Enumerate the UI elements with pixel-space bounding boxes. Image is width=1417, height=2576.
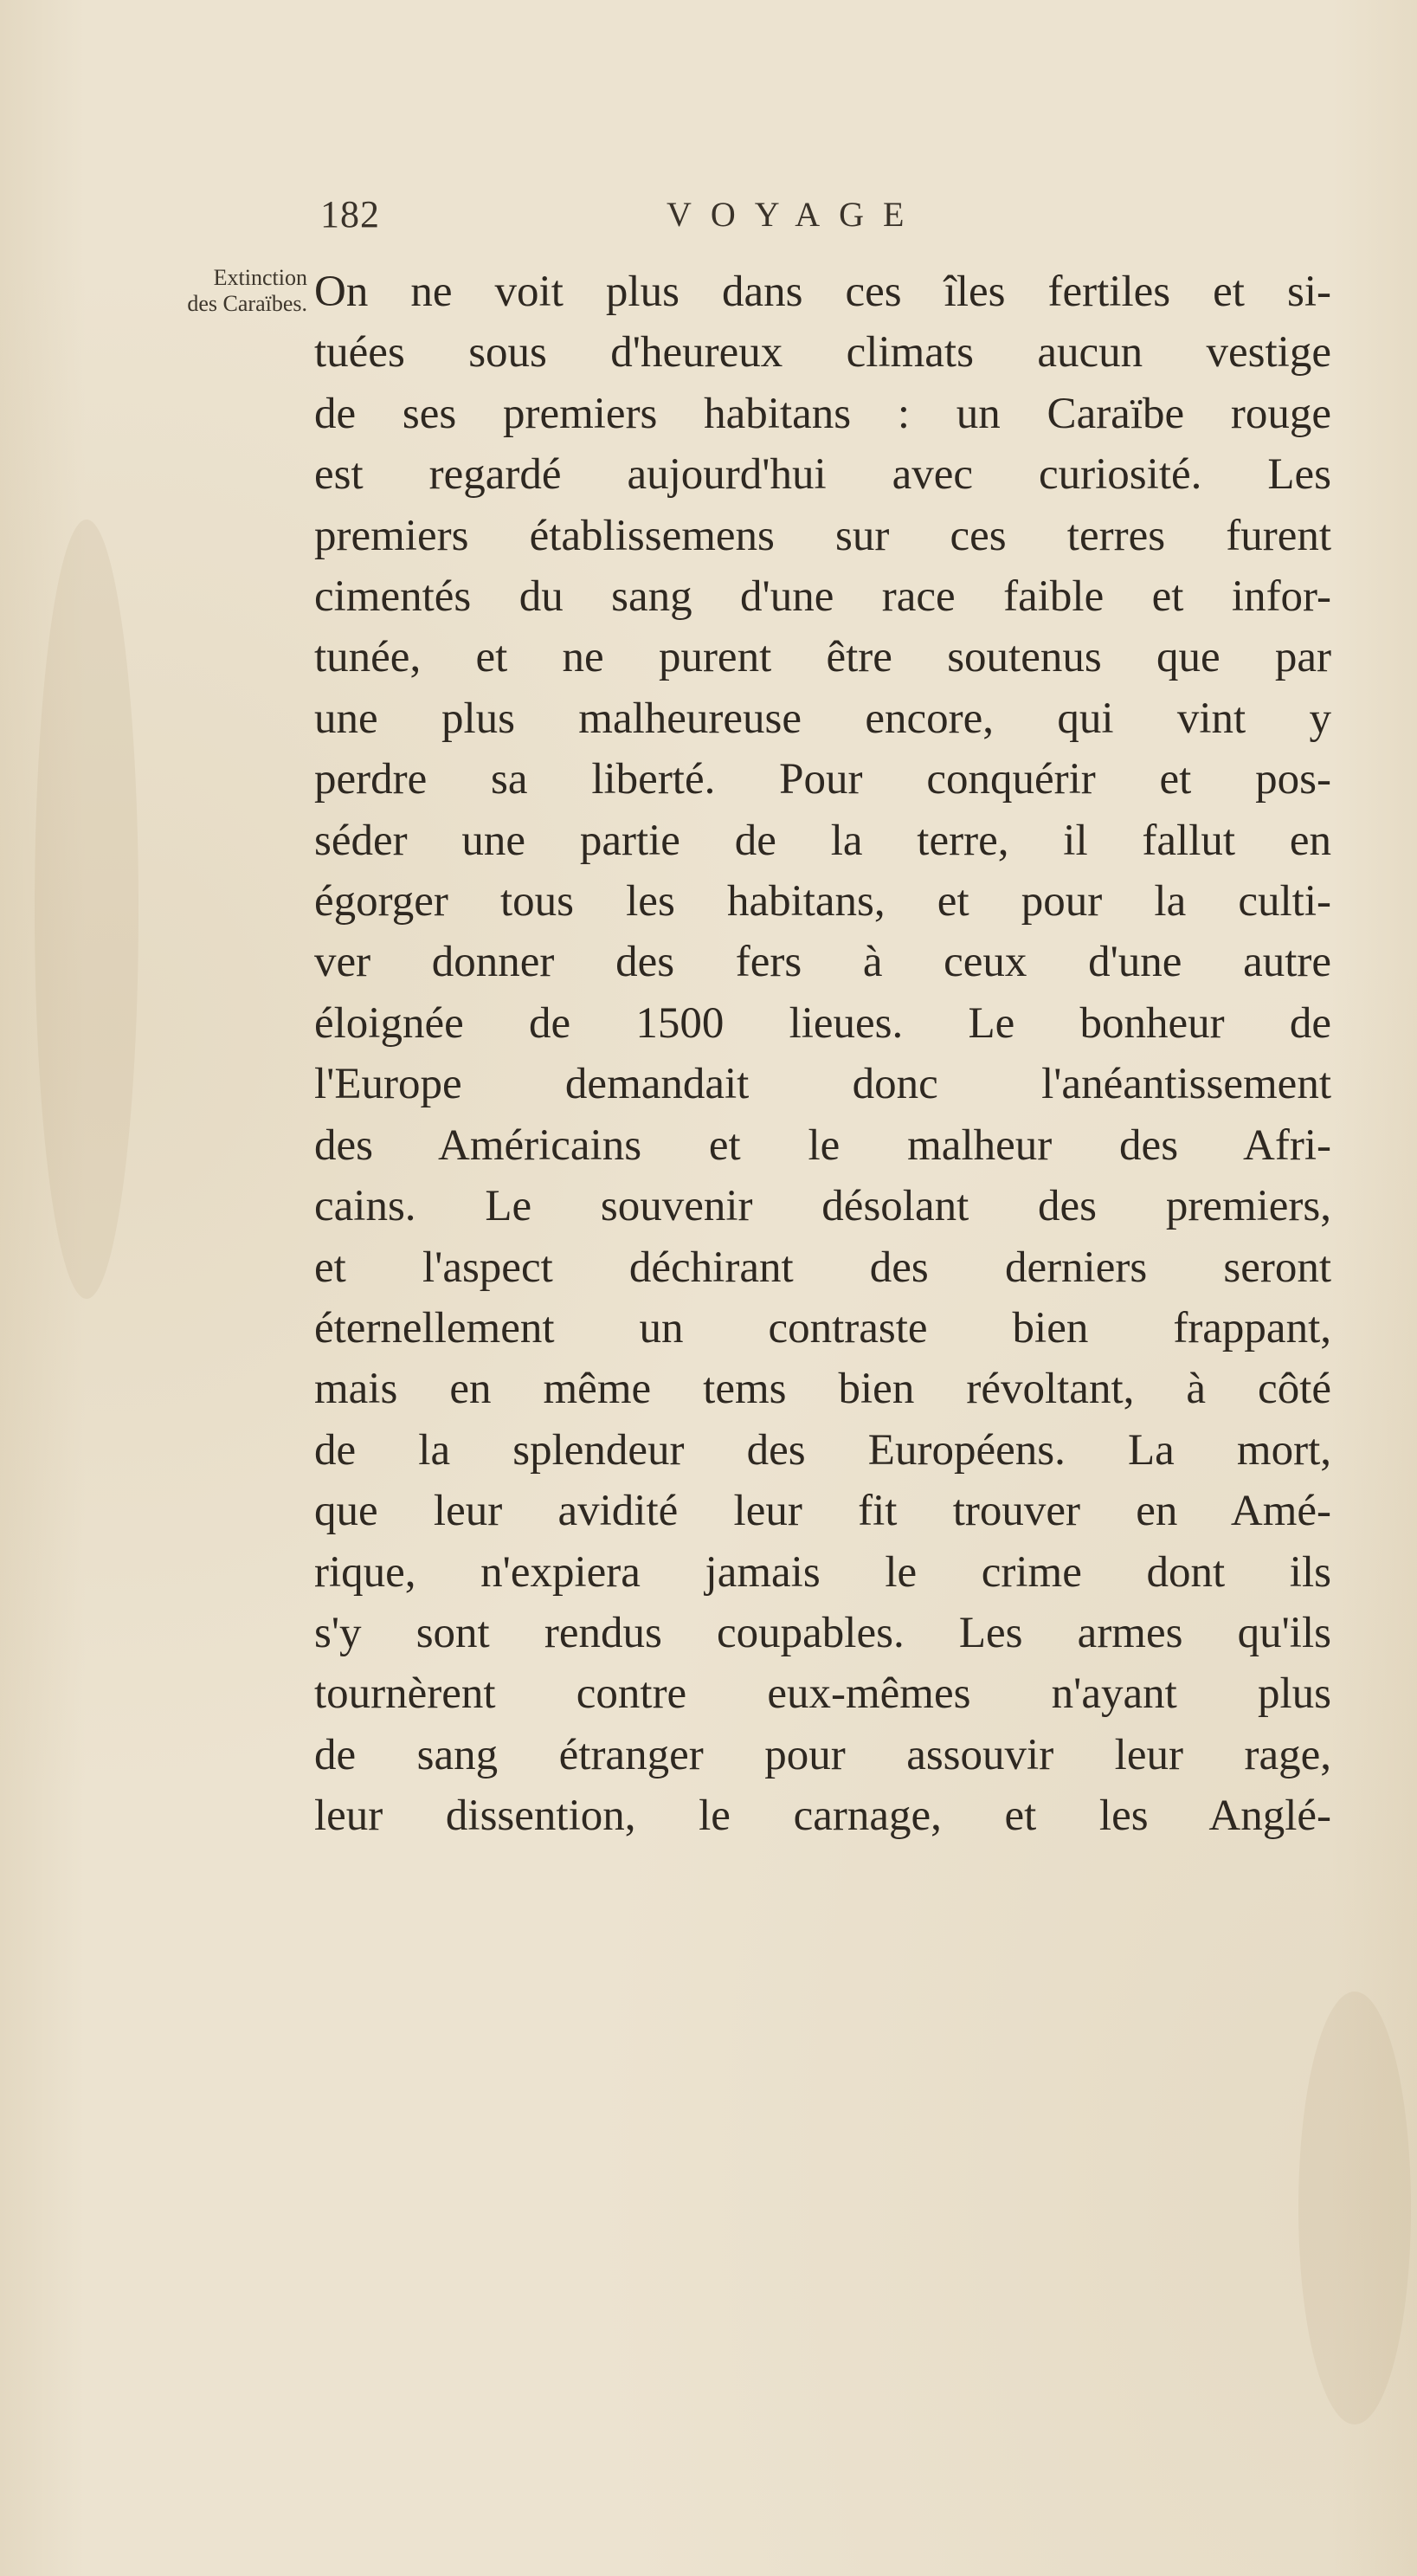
text-line: tuées sous d'heureux climats aucun vestige: [314, 328, 1331, 378]
text-line: premiers établissemens sur ces terres furent: [314, 511, 1331, 560]
text-line: tunée, et ne purent être soutenus que par: [314, 633, 1331, 682]
text-line: mais en même tems bien révoltant, à côté: [314, 1365, 1331, 1414]
text-line: égorger tous les habitans, et pour la culti-: [314, 877, 1331, 926]
text-line: de sang étranger pour assouvir leur rage,: [314, 1730, 1331, 1779]
text-line: On ne voit plus dans ces îles fertiles et si-: [314, 268, 1331, 316]
text-line: rique, n'expiera jamais le crime dont ils: [314, 1547, 1331, 1597]
text-line: tournèrent contre eux-mêmes n'ayant plus: [314, 1669, 1331, 1719]
text-line: et l'aspect déchirant des derniers seront: [314, 1243, 1331, 1292]
running-head: VOYAGE: [667, 195, 924, 234]
text-line: ver donner des fers à ceux d'une autre: [314, 938, 1331, 987]
text-line: cains. Le souvenir désolant des premiers,: [314, 1182, 1331, 1231]
text-line: perdre sa liberté. Pour conquérir et pos-: [314, 755, 1331, 804]
text-line: éternellement un contraste bien frappant,: [314, 1303, 1331, 1353]
body-text: [314, 261, 1331, 1847]
margin-note-line: Extinction: [213, 265, 307, 290]
text-line: que leur avidité leur fit trouver en Amé-: [314, 1487, 1331, 1536]
page-number: 182: [320, 193, 380, 236]
paper-stain: [35, 520, 138, 1299]
text-line: de la splendeur des Européens. La mort,: [314, 1425, 1331, 1475]
text-line: éloignée de 1500 lieues. Le bonheur de: [314, 998, 1331, 1048]
paper-stain: [1298, 1992, 1411, 2424]
text-line: séder une partie de la terre, il fallut en: [314, 816, 1331, 865]
text-line: est regardé aujourd'hui avec curiosité. Les: [314, 450, 1331, 500]
text-line: cimentés du sang d'une race faible et infor-: [314, 572, 1331, 622]
text-line: l'Europe demandait donc l'anéantissement: [314, 1060, 1331, 1109]
text-line: des Américains et le malheur des Afri-: [314, 1120, 1331, 1170]
margin-note: [130, 265, 307, 317]
text-line: s'y sont rendus coupables. Les armes qu'ils: [314, 1608, 1331, 1657]
text-line: une plus malheureuse encore, qui vint y: [314, 694, 1331, 743]
text-line: de ses premiers habitans : un Caraïbe rouge: [314, 389, 1331, 438]
text-line: leur dissention, le carnage, et les Anglé-: [314, 1792, 1331, 1841]
page-header: [320, 192, 978, 244]
margin-note-line: des Caraïbes.: [187, 291, 307, 316]
